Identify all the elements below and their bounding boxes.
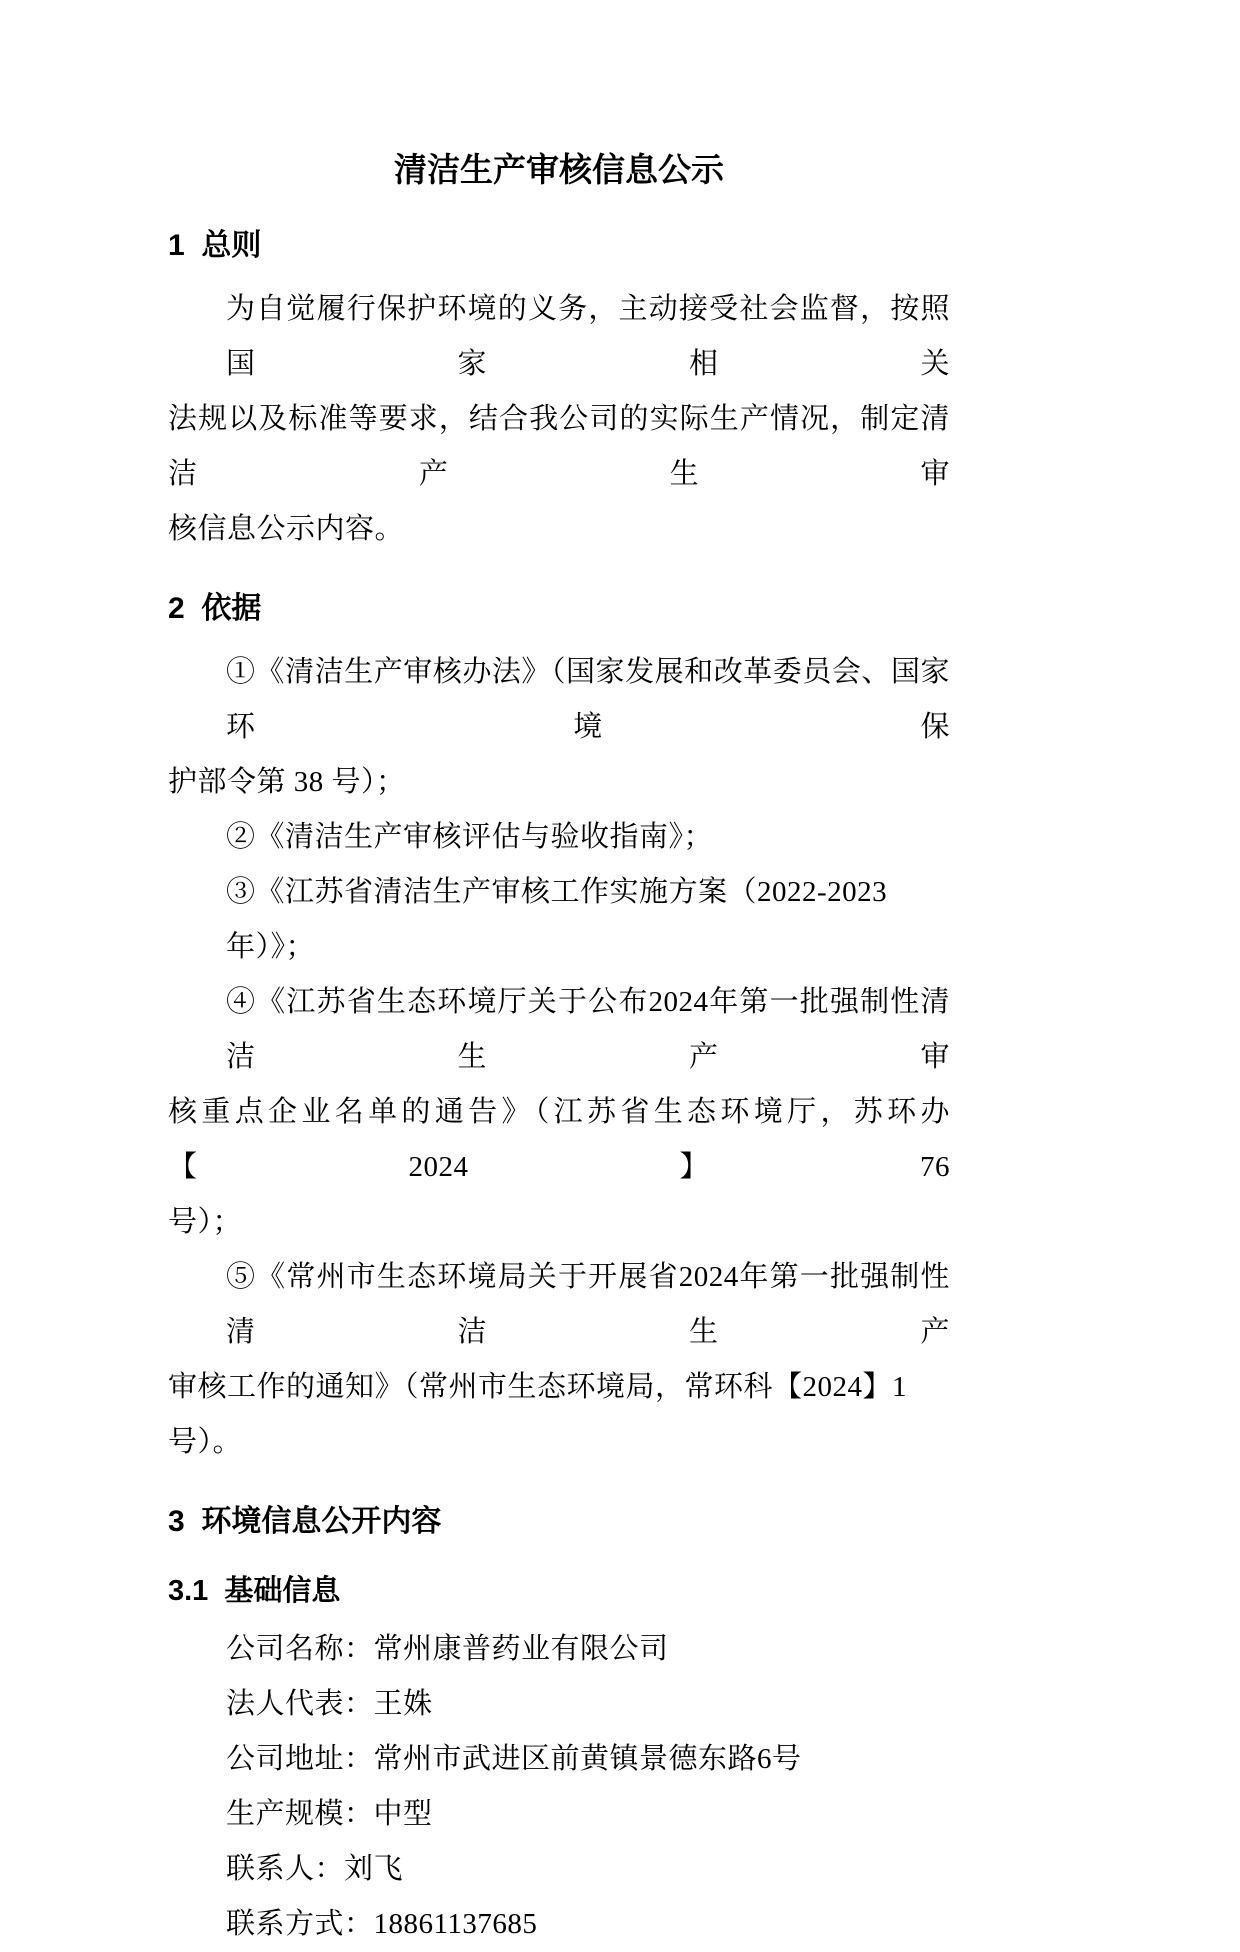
text-line: ③《江苏省清洁生产审核工作实施方案（2022-2023年）》； <box>226 876 888 963</box>
text-line: 公司地址：常州市武进区前黄镇景德东路6号 <box>226 1743 802 1775</box>
paragraph <box>168 1787 950 1842</box>
paragraph <box>168 1732 950 1787</box>
paragraph <box>168 1842 950 1897</box>
paragraph <box>168 1250 950 1470</box>
document-title: 清洁生产审核信息公示 <box>394 151 724 188</box>
section-heading: 2 依据 <box>168 592 262 625</box>
text-line: 联系方式：18861137685 <box>226 1908 538 1940</box>
text-line: 核信息公示内容。 <box>168 513 405 545</box>
paragraph <box>168 1622 950 1677</box>
text-line: ②《清洁生产审核评估与验收指南》； <box>226 821 714 853</box>
section-heading: 3 环境信息公开内容 <box>168 1505 442 1538</box>
text-line: ⑤《常州市生态环境局关于开展省2024年第一批强制性清洁生产 <box>226 1261 950 1348</box>
paragraph <box>168 1677 950 1732</box>
paragraph <box>168 1897 950 1952</box>
text-line: 法规以及标准等要求，结合我公司的实际生产情况，制定清洁产生审 <box>168 403 950 490</box>
text-line: 为自觉履行保护环境的义务，主动接受社会监督，按照国家相关 <box>226 293 950 380</box>
text-line: 法人代表：王姝 <box>226 1688 433 1720</box>
paragraph <box>168 810 950 865</box>
text-line: 联系人：刘飞 <box>226 1853 404 1885</box>
text-line: 号）； <box>168 1206 243 1238</box>
text-line: ①《清洁生产审核办法》（国家发展和改革委员会、国家环境保 <box>226 656 950 743</box>
text-line: 核重点企业名单的通告》（江苏省生态环境厅，苏环办【2024】76 <box>168 1096 950 1183</box>
paragraph <box>168 975 950 1250</box>
paragraph <box>168 865 950 975</box>
text-line: ④《江苏省生态环境厅关于公布2024年第一批强制性清洁生产审 <box>226 986 950 1073</box>
text-line: 公司名称：常州康普药业有限公司 <box>226 1633 669 1665</box>
text-line: 护部令第 38 号）； <box>168 766 406 798</box>
paragraph <box>168 282 950 557</box>
section-heading: 1 总则 <box>168 229 262 262</box>
paragraph <box>168 645 950 810</box>
text-line: 生产规模：中型 <box>226 1798 433 1830</box>
text-line: 审核工作的通知》（常州市生态环境局，常环科【2024】1号）。 <box>168 1371 908 1458</box>
section-heading: 3.1 基础信息 <box>168 1575 341 1607</box>
